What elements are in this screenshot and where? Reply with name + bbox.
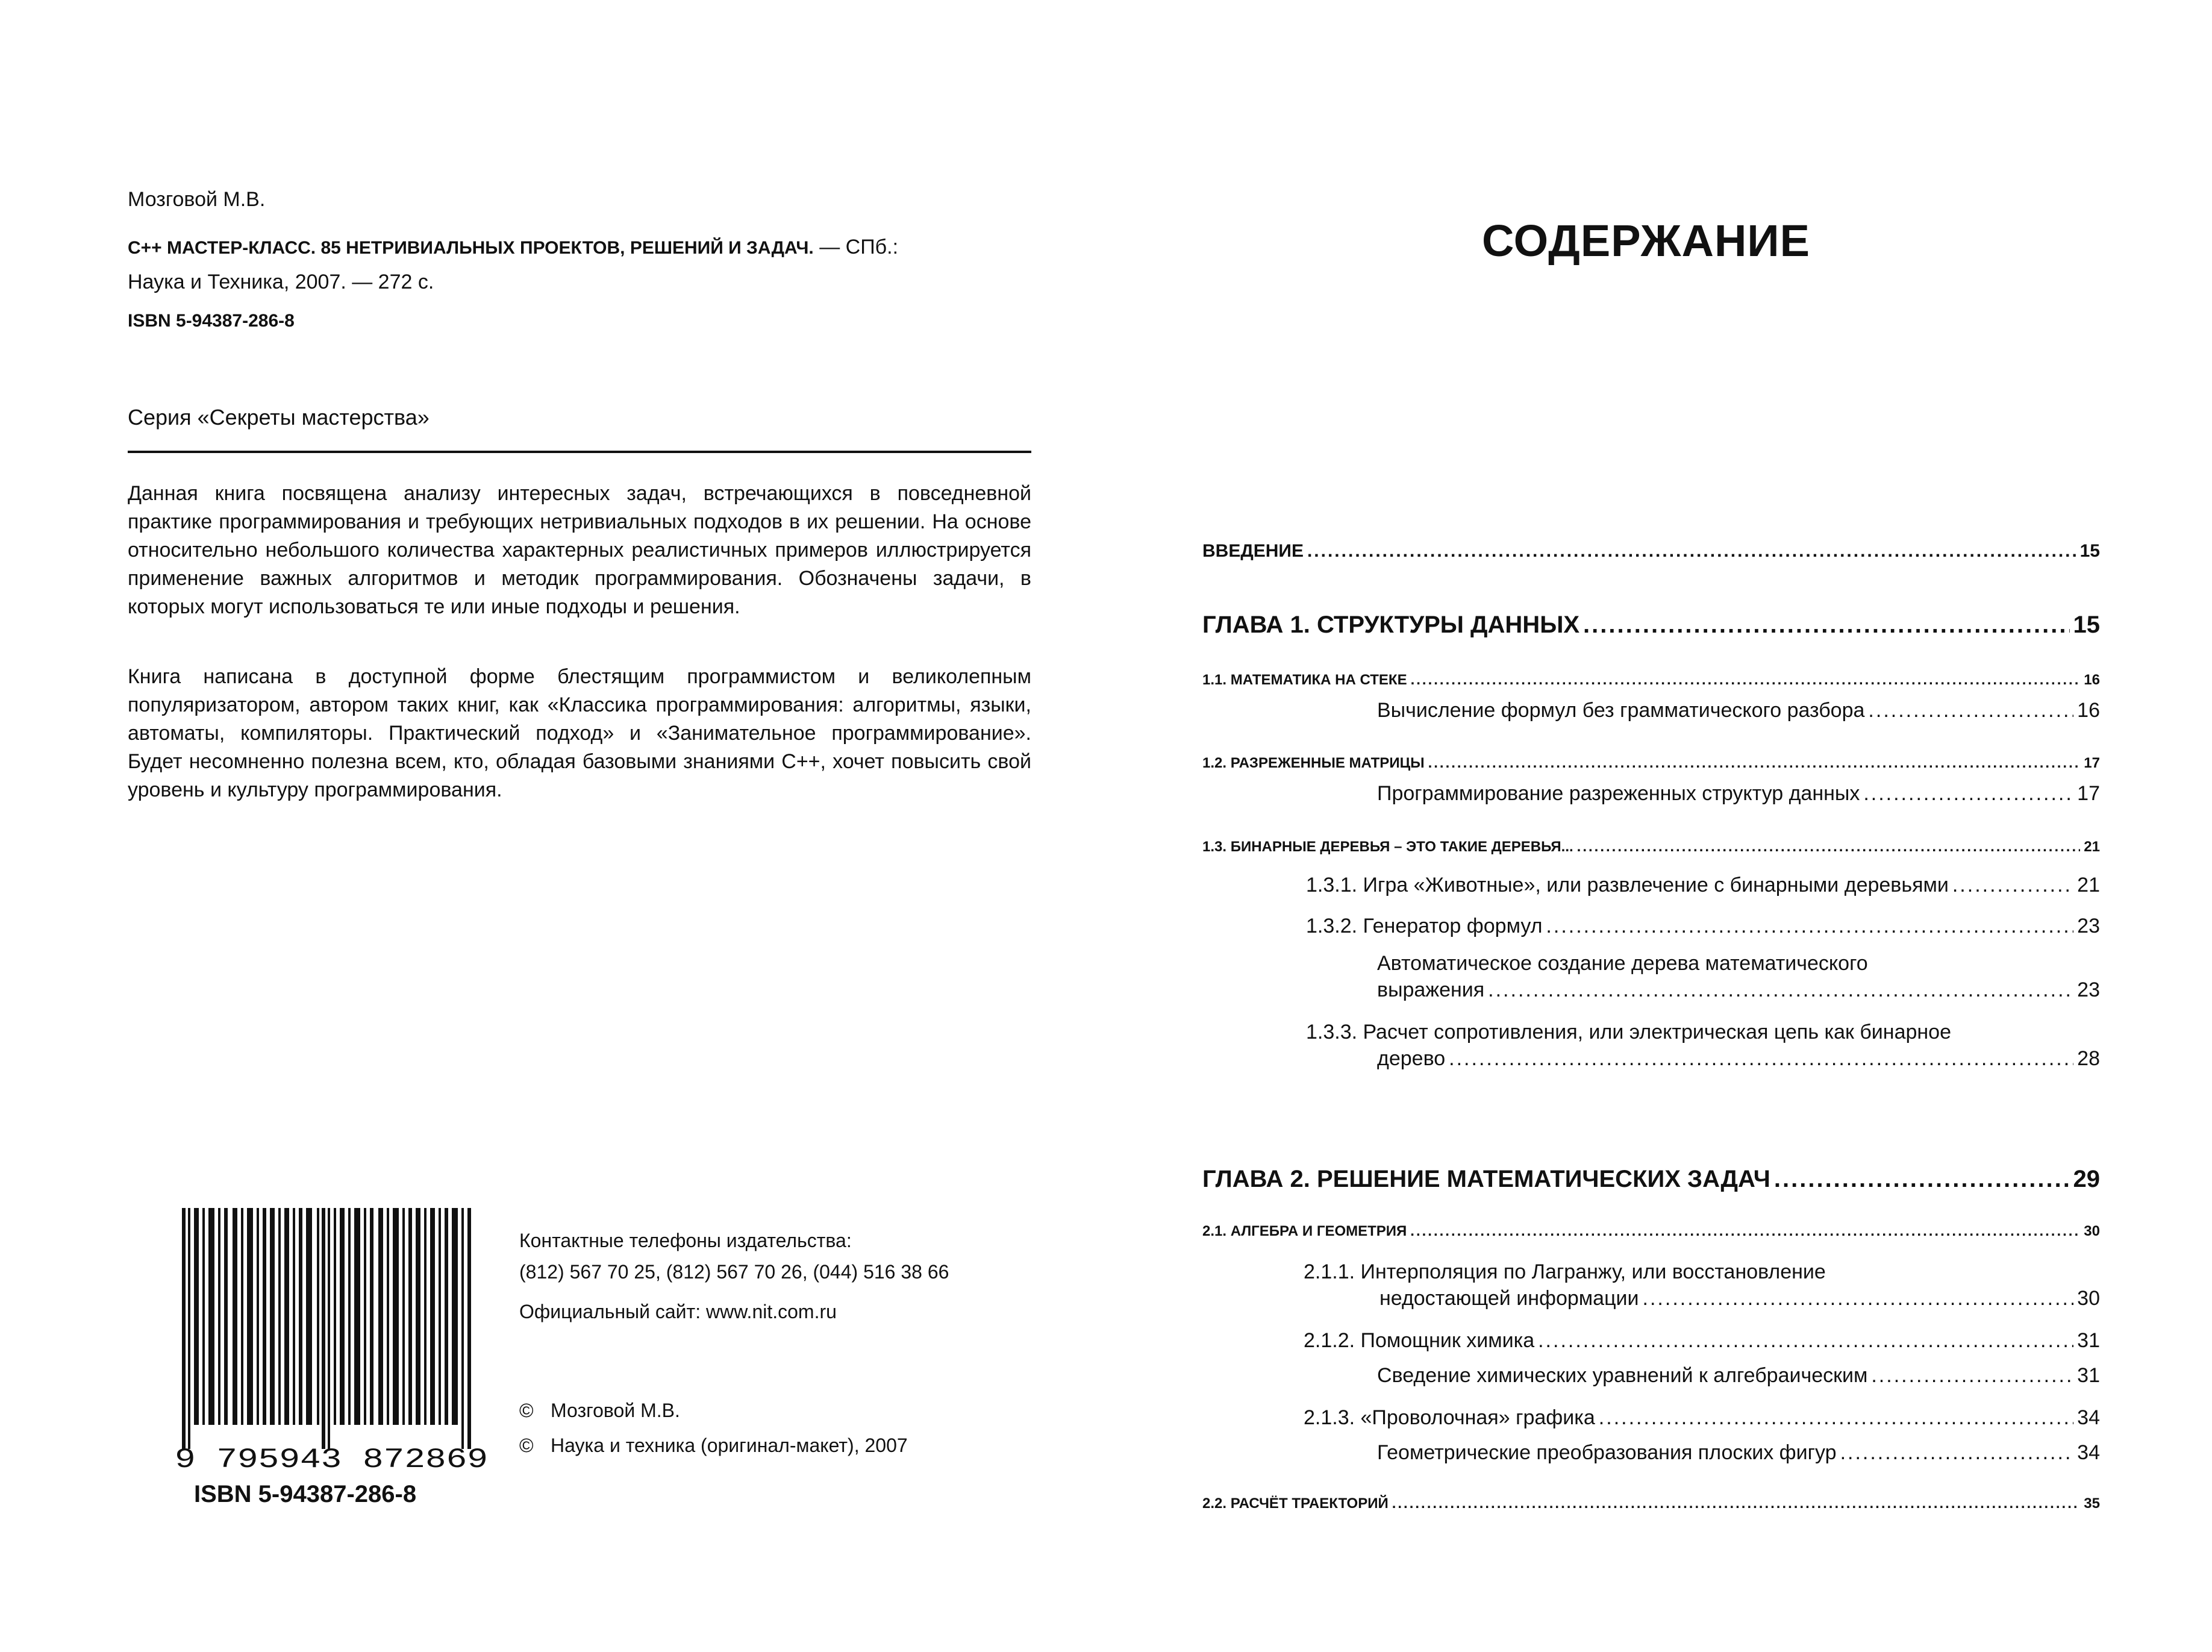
toc-page: 21 <box>2084 839 2100 855</box>
toc-label: 1.1. МАТЕМАТИКА НА СТЕКЕ <box>1202 672 1407 688</box>
author-name: Мозговой М.В. <box>128 188 266 211</box>
copyright-icon: © <box>519 1435 534 1456</box>
annotation-paragraph-1: Данная книга посвящена анализу интересных задач, встречающихся в повседневной практике программирования и требующих нетривиальных подходов в их решении. На основе относительно небольшого количества характерных реалистичных примеров иллюстрируется применение важных алгоритмов и методик программирования. Обозначены задачи, в которых могут использоваться те или иные подходы и решения. <box>128 482 1031 618</box>
toc-entry-1-3-2-a-line1: Автоматическое создание дерева математического <box>1377 952 1868 975</box>
toc-page: 17 <box>2084 755 2100 771</box>
toc-label: ГЛАВА 1. СТРУКТУРЫ ДАННЫХ <box>1202 612 1580 638</box>
toc-label: ВВЕДЕНИЕ <box>1202 541 1304 561</box>
copyright-icon: © <box>519 1400 534 1421</box>
toc-entry-1-3-3[interactable] <box>1377 1047 2100 1071</box>
toc-entry-chapter-2[interactable] <box>1202 1166 2100 1193</box>
toc-page: 30 <box>2077 1287 2100 1310</box>
series-name: Серия «Секреты мастерства» <box>128 405 430 430</box>
toc-page: 30 <box>2084 1223 2100 1239</box>
toc-entry-1-1-a[interactable] <box>1377 699 2100 722</box>
toc-page: 34 <box>2077 1406 2100 1429</box>
toc-label: ГЛАВА 2. РЕШЕНИЕ МАТЕМАТИЧЕСКИХ ЗАДАЧ <box>1202 1166 1770 1192</box>
toc-page: 15 <box>2073 612 2100 638</box>
isbn-top: ISBN 5-94387-286-8 <box>128 311 295 331</box>
toc-label: выражения <box>1377 978 1485 1001</box>
toc-page: 16 <box>2077 699 2100 722</box>
toc-entry-2-1-3-a[interactable] <box>1377 1441 2100 1465</box>
toc-entry-2-1-1-line1: 2.1.1. Интерполяция по Лагранжу, или восстановление <box>1304 1260 1826 1283</box>
toc-page: 23 <box>2077 915 2100 937</box>
toc-entry-2-1-2[interactable] <box>1304 1329 2100 1353</box>
toc-entry-1-2[interactable] <box>1202 755 2100 772</box>
toc-label: 2.1.3. «Проволочная» графика <box>1304 1406 1595 1429</box>
toc-label: 2.1.2. Помощник химика <box>1304 1329 1535 1352</box>
toc-entry-1-3-2[interactable] <box>1306 915 2100 938</box>
toc-label: Геометрические преобразования плоских фигур <box>1377 1441 1837 1464</box>
copyright-author: Мозговой М.В. <box>551 1400 680 1421</box>
publisher-year-pages: Наука и Техника, 2007. — 272 с. <box>128 271 434 293</box>
toc-entry-1-1[interactable] <box>1202 672 2100 689</box>
toc-label: недостающей информации <box>1379 1287 1639 1310</box>
toc-entry-1-3-1[interactable] <box>1306 874 2100 897</box>
toc-entry-2-1[interactable] <box>1202 1223 2100 1240</box>
book-title: C++ МАСТЕР-КЛАСС. 85 НЕТРИВИАЛЬНЫХ ПРОЕКТОВ, РЕШЕНИЙ И ЗАДАЧ. <box>128 238 814 258</box>
toc-page: 15 <box>2079 541 2100 561</box>
toc-label: 1.3.2. Генератор формул <box>1306 915 1543 937</box>
toc-page: 17 <box>2077 782 2100 805</box>
toc-label: 1.3.1. Игра «Животные», или развлечение с бинарными деревьями <box>1306 874 1949 896</box>
bibliographic-record <box>128 230 1043 299</box>
toc-label: 2.2. РАСЧЁТ ТРАЕКТОРИЙ <box>1202 1495 1389 1512</box>
barcode-icon <box>175 1208 494 1473</box>
copyright-publisher: Наука и техника (оригинал-макет), 2007 <box>551 1435 908 1456</box>
toc-label: дерево <box>1377 1047 1446 1070</box>
toc-entry-2-2[interactable] <box>1202 1495 2100 1512</box>
toc-entry-1-3-2-a[interactable] <box>1377 978 2100 1002</box>
toc-label: Сведение химических уравнений к алгебраическим <box>1377 1364 1868 1387</box>
toc-entry-2-1-2-a[interactable] <box>1377 1364 2100 1388</box>
copyright-block <box>519 1393 908 1463</box>
publisher-contacts <box>519 1225 949 1327</box>
toc-label: Программирование разреженных структур данных <box>1377 782 1860 805</box>
contacts-phones: (812) 567 70 25, (812) 567 70 26, (044) 516 38 66 <box>519 1261 949 1283</box>
toc-entry-chapter-1[interactable] <box>1202 612 2100 639</box>
toc-label: 1.2. РАЗРЕЖЕННЫЕ МАТРИЦЫ <box>1202 755 1425 771</box>
toc-page: 31 <box>2077 1329 2100 1352</box>
toc-page: 23 <box>2077 978 2100 1001</box>
toc-entry-intro[interactable] <box>1202 541 2100 562</box>
website-link[interactable]: Официальный сайт: www.nit.com.ru <box>519 1301 837 1322</box>
divider-rule <box>128 451 1031 453</box>
copyright-line-author <box>519 1393 908 1428</box>
toc-page: 16 <box>2084 672 2100 688</box>
toc-entry-1-2-a[interactable] <box>1377 782 2100 806</box>
toc-label: 2.1. АЛГЕБРА И ГЕОМЕТРИЯ <box>1202 1223 1407 1239</box>
toc-entry-1-3[interactable] <box>1202 839 2100 856</box>
toc-label: 1.3. БИНАРНЫЕ ДЕРЕВЬЯ – ЭТО ТАКИЕ ДЕРЕВЬЯ... <box>1202 839 1573 855</box>
toc-page: 21 <box>2077 874 2100 896</box>
toc-title: СОДЕРЖАНИЕ <box>1482 216 1810 266</box>
toc-page: 35 <box>2084 1495 2100 1512</box>
contacts-label: Контактные телефоны издательства: <box>519 1230 852 1251</box>
toc-label: Вычисление формул без грамматического разбора <box>1377 699 1865 722</box>
toc-page: 29 <box>2073 1166 2100 1192</box>
publication-place: — СПб.: <box>813 236 899 258</box>
toc-entry-2-1-3[interactable] <box>1304 1406 2100 1430</box>
isbn-bottom: ISBN 5-94387-286-8 <box>194 1481 417 1507</box>
toc-page: 34 <box>2077 1441 2100 1464</box>
toc-entry-2-1-1[interactable] <box>1379 1287 2100 1310</box>
copyright-line-publisher <box>519 1428 908 1463</box>
toc-page: 31 <box>2077 1364 2100 1387</box>
toc-page: 28 <box>2077 1047 2100 1070</box>
toc-entry-1-3-3-line1: 1.3.3. Расчет сопротивления, или электрическая цепь как бинарное <box>1306 1021 1951 1043</box>
barcode-digits: 9 795943 872869 <box>175 1444 488 1473</box>
annotation-paragraph-2: Книга написана в доступной форме блестящим программистом и великолепным популяризатором, автором таких книг, как «Классика программирования: алгоритмы, языки, автоматы, компиляторы. Практический подход» и «Занимательное программирование». Будет несомненно полезна всем, кто, обладая базовыми знаниями C++, хочет повысить свой уровень и культуру программирования. <box>128 665 1031 801</box>
